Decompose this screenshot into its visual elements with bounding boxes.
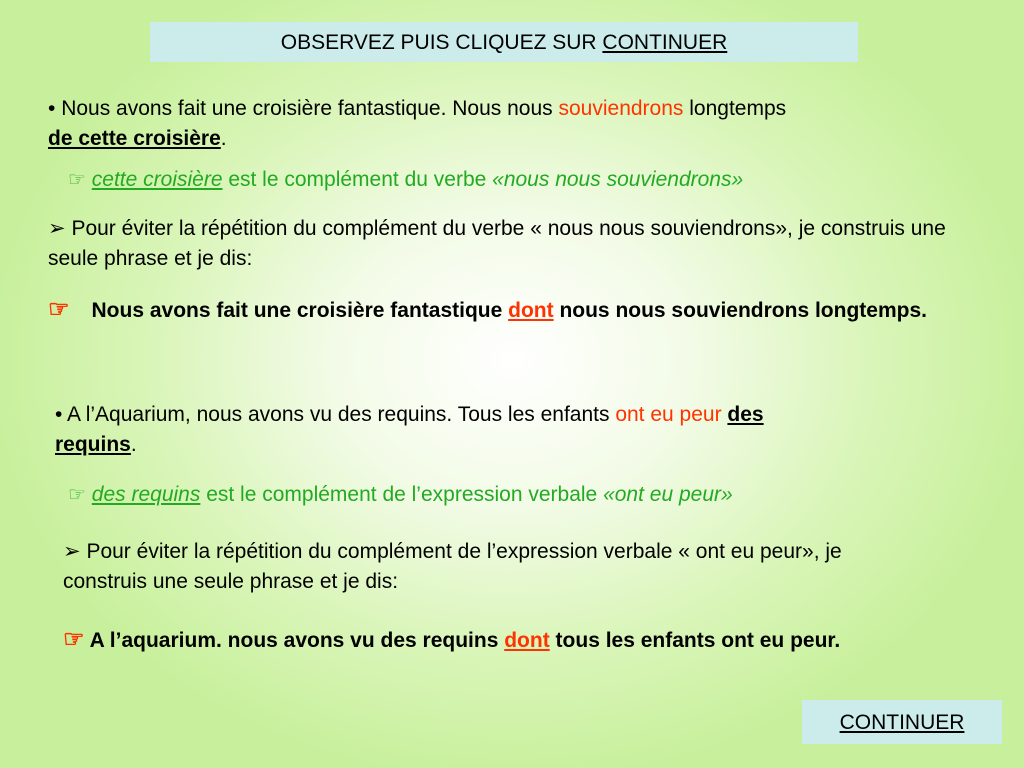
pointing-hand-icon: ☞ bbox=[68, 169, 86, 191]
arrow-bullet-icon: ➢ bbox=[48, 217, 66, 240]
explanation-1-text: Pour éviter la répétition du complément du verbe « nous nous souviendrons», je construis une seule phrase et je dis: bbox=[48, 217, 946, 270]
sentence-2-complement-end: requins bbox=[55, 433, 131, 456]
pointing-hand-icon: ☞ bbox=[68, 484, 86, 506]
sentence-1-complement: de cette croisière bbox=[48, 127, 221, 150]
note-2-verb: «ont eu peur» bbox=[603, 483, 733, 506]
period: . bbox=[220, 127, 227, 150]
note-2-complement: des requins bbox=[91, 483, 201, 506]
explanation-1 bbox=[48, 214, 978, 274]
sentence-2-verb: ont eu peur bbox=[615, 403, 722, 426]
note-1-verb: «nous nous souviendrons» bbox=[492, 168, 744, 191]
pointing-hand-icon: ☞ bbox=[48, 296, 70, 323]
sentence-1-text-end: longtemps bbox=[683, 97, 787, 120]
answer-1-relative-pronoun: dont bbox=[508, 299, 554, 322]
instruction-text: OBSERVEZ PUIS CLIQUEZ SUR bbox=[280, 31, 603, 54]
period: . bbox=[130, 433, 137, 456]
answer-1 bbox=[48, 295, 988, 326]
answer-2-text: A l’aquarium. nous avons vu des requins bbox=[89, 629, 505, 652]
sentence-1-verb: souviendrons bbox=[558, 97, 684, 120]
note-1 bbox=[68, 165, 968, 195]
explanation-2-text: Pour éviter la répétition du complément de l’expression verbale « ont eu peur», je construis une seule phrase et je dis: bbox=[63, 540, 842, 593]
answer-1-text: Nous avons fait une croisière fantastique bbox=[91, 299, 509, 322]
sentence-1-text: Nous avons fait une croisière fantastique. Nous nous bbox=[55, 97, 559, 120]
answer-2 bbox=[63, 625, 933, 656]
note-1-complement: cette croisière bbox=[91, 168, 223, 191]
sentence-2 bbox=[55, 400, 935, 460]
note-1-text: est le complément du verbe bbox=[222, 168, 493, 191]
explanation-2 bbox=[63, 537, 923, 597]
sentence-1 bbox=[48, 94, 978, 154]
note-2-text: est le complément de l’expression verbale bbox=[200, 483, 604, 506]
sentence-2-complement: des bbox=[727, 403, 764, 426]
answer-2-relative-pronoun: dont bbox=[504, 629, 550, 652]
pointing-hand-icon: ☞ bbox=[63, 626, 85, 653]
answer-2-text-end: tous les enfants ont eu peur. bbox=[549, 629, 841, 652]
note-2 bbox=[68, 480, 968, 510]
instruction-continue-link[interactable]: CONTINUER bbox=[602, 31, 728, 54]
bullet: • bbox=[55, 403, 63, 426]
arrow-bullet-icon: ➢ bbox=[63, 540, 81, 563]
answer-1-text-end: nous nous souviendrons longtemps. bbox=[553, 299, 927, 322]
sentence-2-text: A l’Aquarium, nous avons vu des requins. Tous les enfants bbox=[62, 403, 616, 426]
continue-button[interactable]: CONTINUER bbox=[802, 700, 1002, 744]
bullet: • bbox=[48, 97, 56, 120]
instruction-banner bbox=[150, 22, 858, 62]
